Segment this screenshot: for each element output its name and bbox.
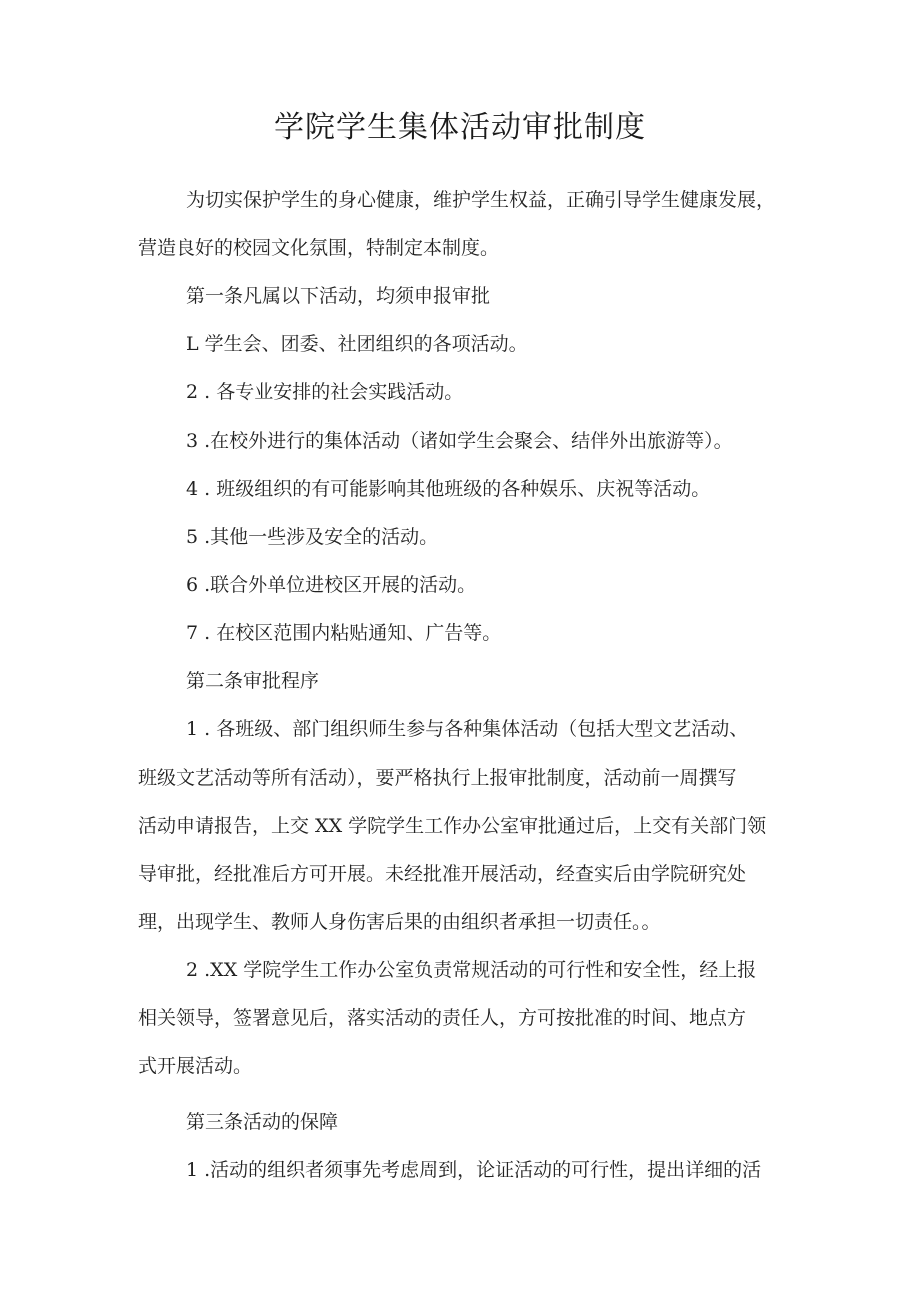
- article2-item1-line-2: 班级文艺活动等所有活动），要严格执行上报审批制度，活动前一周撰写: [138, 767, 737, 789]
- intro-line-2: 营造良好的校园文化氛围，特制定本制度。: [138, 237, 500, 259]
- article2-item1-line-5: 理，出现学生、教师人身伤害后果的由组织者承担一切责任。。: [138, 911, 661, 933]
- document-title: 学院学生集体活动审批制度: [274, 110, 646, 145]
- article2-heading: 第二条审批程序: [186, 670, 320, 692]
- article1-item-3: 3 .在校外进行的集体活动（诸如学生会聚会、结伴外出旅游等）。: [186, 430, 733, 452]
- article2-item1-line-3: 活动申请报告，上交 XX 学院学生工作办公室审批通过后，上交有关部门领: [138, 815, 767, 837]
- article1-item-5: 5 .其他一些涉及安全的活动。: [186, 526, 439, 548]
- article2-item1-line-4: 导审批，经批准后方可开展。未经批准开展活动，经查实后由学院研究处: [138, 863, 747, 885]
- article1-heading: 第一条凡属以下活动，均须申报审批: [186, 285, 491, 307]
- article3-heading: 第三条活动的保障: [186, 1111, 339, 1133]
- article1-item-6: 6 .联合外单位进校区开展的活动。: [186, 574, 477, 596]
- intro-line-1: 为切实保护学生的身心健康，维护学生权益，正确引导学生健康发展，: [186, 189, 776, 211]
- article2-item1-line-1: 1 . 各班级、部门组织师生参与各种集体活动（包括大型文艺活动、: [186, 718, 749, 740]
- article1-item-7: 7 . 在校区范围内粘贴通知、广告等。: [186, 622, 502, 644]
- article2-item2-line-2: 相关领导，签署意见后，落实活动的责任人，方可按批准的时间、地点方: [138, 1007, 747, 1029]
- article2-item2-line-1: 2 .XX 学院学生工作办公室负责常规活动的可行性和安全性，经上报: [186, 959, 757, 981]
- article2-item2-line-3: 式开展活动。: [138, 1055, 253, 1077]
- article1-item-1: L 学生会、团委、社团组织的各项活动。: [186, 333, 528, 355]
- article1-item-4: 4 . 班级组织的有可能影响其他班级的各种娱乐、庆祝等活动。: [186, 478, 711, 500]
- article3-item1-line-1: 1 .活动的组织者须事先考虑周到，论证活动的可行性，提出详细的活: [186, 1159, 762, 1181]
- article1-item-2: 2 . 各专业安排的社会实践活动。: [186, 381, 464, 403]
